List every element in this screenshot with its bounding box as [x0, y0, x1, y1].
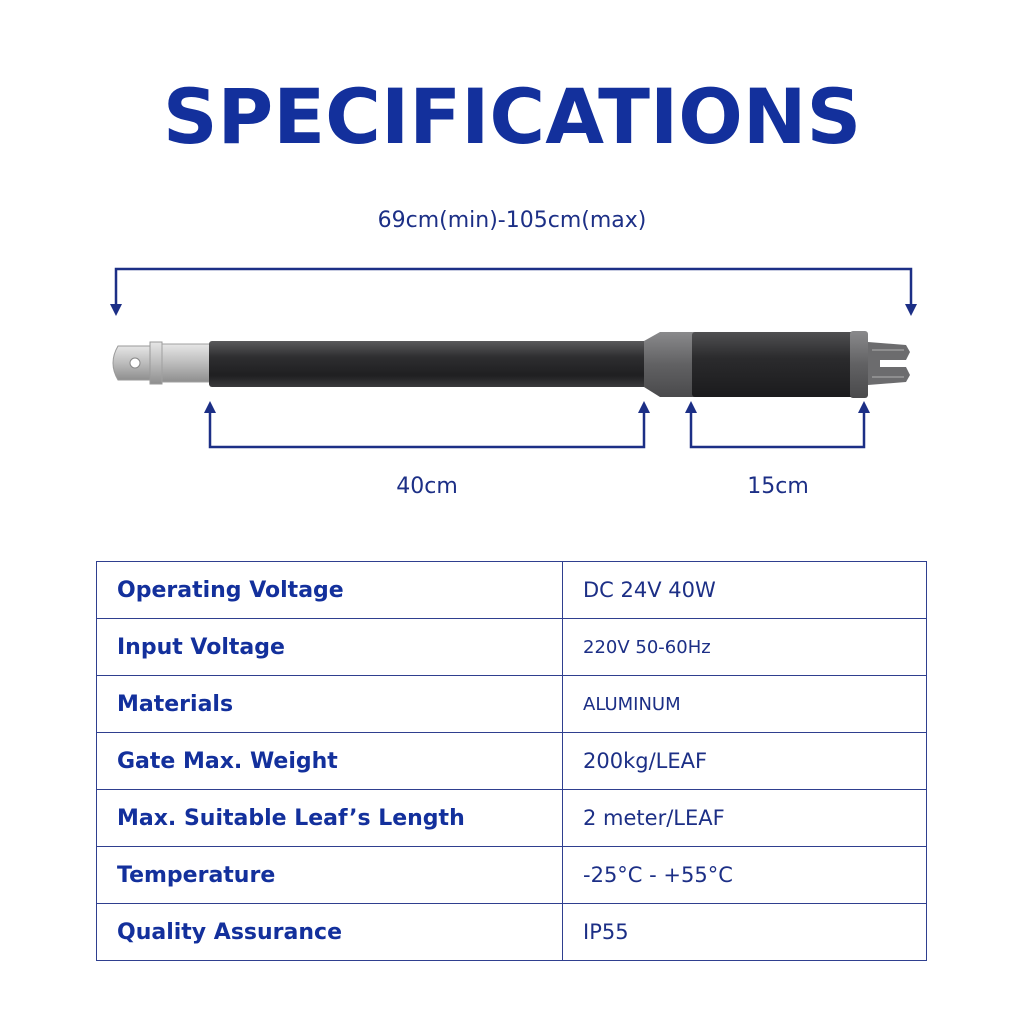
- table-row: [97, 676, 927, 733]
- table-row: [97, 562, 927, 619]
- table-row: [97, 790, 927, 847]
- motor-length-bracket: [691, 410, 864, 447]
- motor-length-label: 15cm: [747, 474, 809, 499]
- spec-value: IP55: [563, 904, 927, 961]
- rod-length-bracket: [210, 410, 644, 447]
- total-length-bracket: [116, 269, 911, 310]
- spec-value: ALUMINUM: [563, 676, 927, 733]
- table-row: [97, 733, 927, 790]
- actuator-image: [113, 331, 910, 398]
- arrow-up-icon: [204, 401, 216, 413]
- spec-value: 2 meter/LEAF: [563, 790, 927, 847]
- spec-label: Max. Suitable Leaf’s Length: [97, 790, 563, 847]
- spec-label: Temperature: [97, 847, 563, 904]
- arrow-up-icon: [858, 401, 870, 413]
- table-row: [97, 904, 927, 961]
- rod-length-label: 40cm: [396, 474, 458, 499]
- page-title: SPECIFICATIONS: [162, 72, 862, 161]
- spec-value: 200kg/LEAF: [563, 733, 927, 790]
- arrow-up-icon: [685, 401, 697, 413]
- spec-value: DC 24V 40W: [563, 562, 927, 619]
- spec-value: 220V 50-60Hz: [563, 619, 927, 676]
- table-row: [97, 619, 927, 676]
- spec-value: -25°C - +55°C: [563, 847, 927, 904]
- arrow-down-right-icon: [905, 304, 917, 316]
- table-row: [97, 847, 927, 904]
- spec-label: Quality Assurance: [97, 904, 563, 961]
- arrow-up-icon: [638, 401, 650, 413]
- specifications-table: [96, 561, 927, 961]
- spec-label: Gate Max. Weight: [97, 733, 563, 790]
- spec-label: Input Voltage: [97, 619, 563, 676]
- spec-label: Materials: [97, 676, 563, 733]
- arrow-down-left-icon: [110, 304, 122, 316]
- total-length-label: 69cm(min)-105cm(max): [377, 208, 647, 233]
- spec-label: Operating Voltage: [97, 562, 563, 619]
